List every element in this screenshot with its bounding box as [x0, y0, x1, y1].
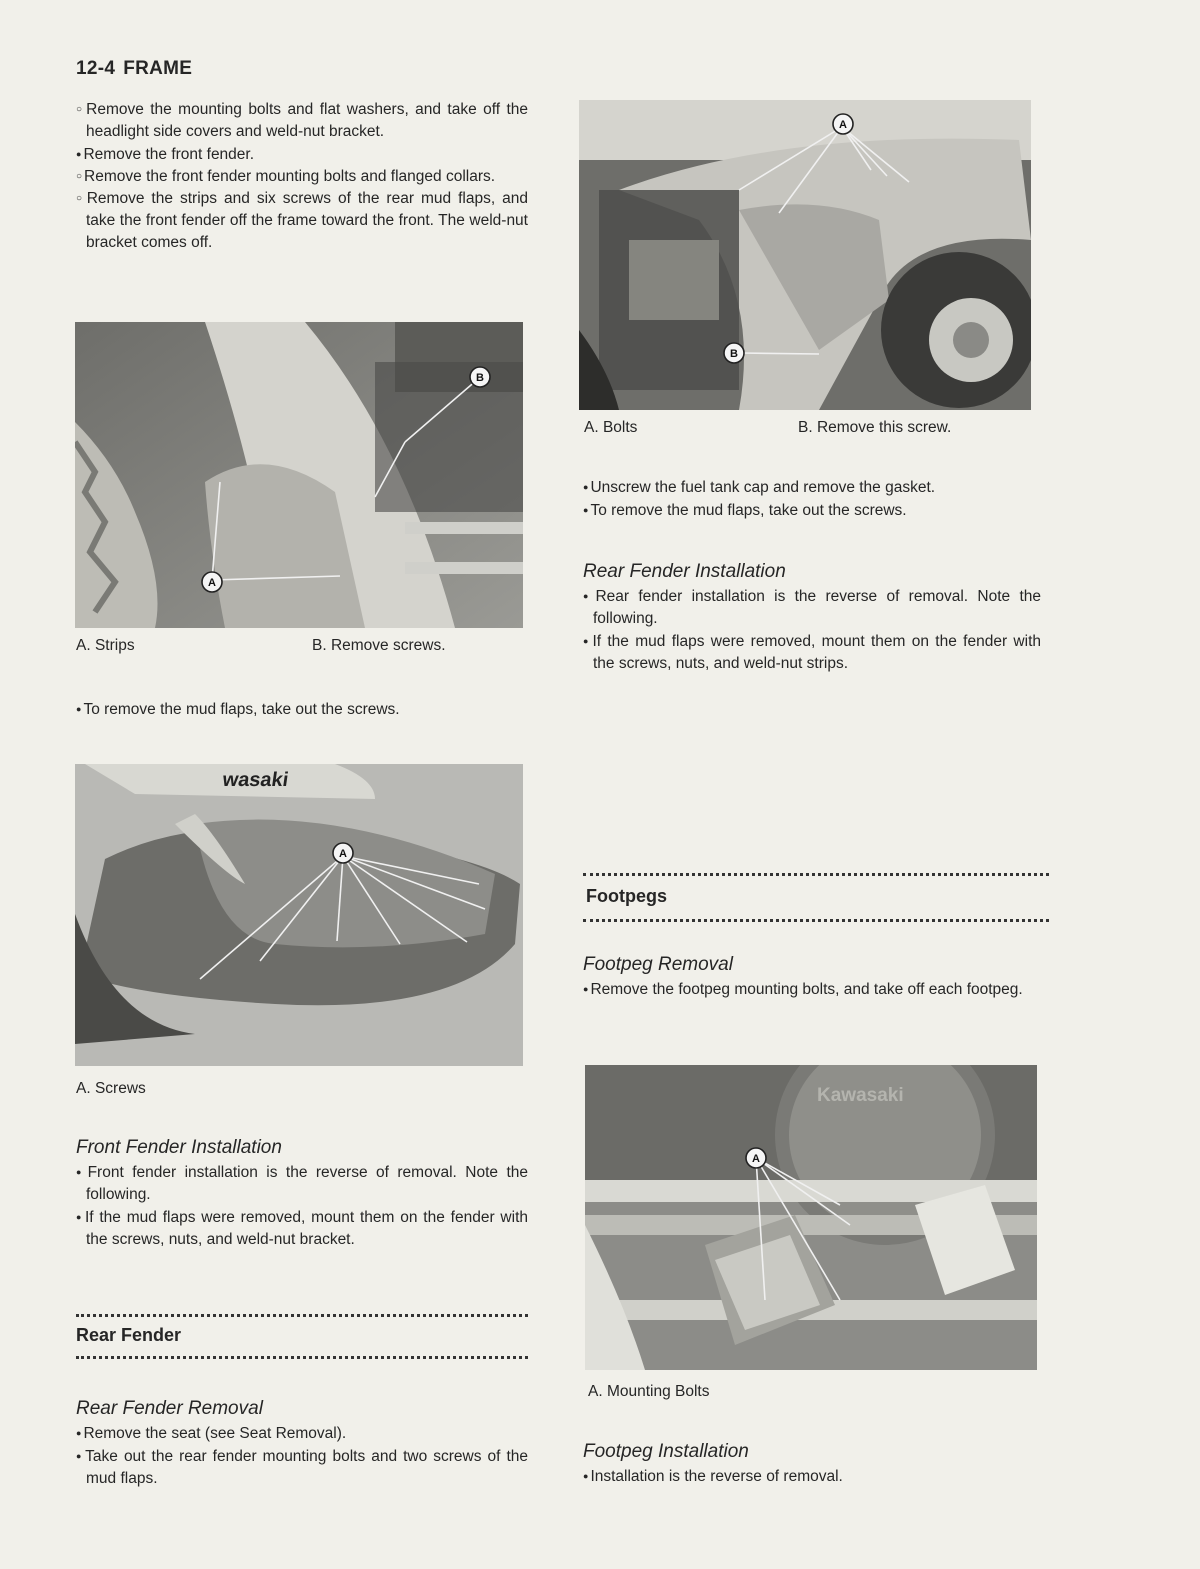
- page-header: [76, 58, 192, 80]
- bullet-text: ● To remove the mud flaps, take out the screws.: [76, 698, 528, 721]
- page-number: 12-4: [76, 58, 116, 79]
- bullet-text: ● To remove the mud flaps, take out the screws.: [583, 499, 1041, 522]
- caption-a: A. Bolts: [584, 419, 638, 436]
- fender-brand-text: wasaki: [221, 769, 290, 791]
- photo-front-fender-strips: [75, 322, 523, 628]
- caption-a: A. Mounting Bolts: [588, 1383, 710, 1400]
- dotted-rule: [583, 873, 1049, 876]
- section-heading: Rear Fender: [76, 1325, 182, 1345]
- caption-a: A. Screws: [76, 1080, 146, 1097]
- photo-rear-fender-bolts: [579, 100, 1031, 410]
- footpeg-installation: [583, 1441, 1041, 1488]
- subsection-heading: Footpeg Installation: [583, 1441, 749, 1462]
- intro-steps: [76, 99, 528, 254]
- bullet-text: ● Remove the footpeg mounting bolts, and take off each footpeg.: [583, 978, 1041, 1001]
- callout-a-text: A: [752, 1153, 760, 1165]
- photo-front-fender-screws: [75, 764, 523, 1066]
- rear-fender-removal: [76, 1398, 528, 1490]
- section-heading: Footpegs: [586, 886, 667, 906]
- dotted-rule: [76, 1314, 528, 1317]
- caption-a: A. Strips: [76, 637, 135, 654]
- bullet-text: ● Front fender installation is the reverse of removal. Note the following.: [76, 1161, 528, 1206]
- bullet-text: ● Remove the seat (see Seat Removal).: [76, 1422, 528, 1445]
- caption-b: B. Remove this screw.: [798, 419, 952, 436]
- bullet-text: ● Take out the rear fender mounting bolts and two screws of the mud flaps.: [76, 1445, 528, 1490]
- step-text: ○ Remove the strips and six screws of the rear mud flaps, and take the front fender off the frame toward the front. The weld-nut bracket comes off.: [76, 188, 528, 254]
- dotted-rule: [76, 1356, 528, 1359]
- callout-a-text: A: [839, 119, 847, 131]
- callout-a-text: A: [339, 848, 347, 860]
- front-fender-installation: [76, 1137, 528, 1251]
- chapter-title: FRAME: [123, 58, 193, 79]
- subsection-heading: Footpeg Removal: [583, 954, 733, 975]
- bullet-text: ● Installation is the reverse of removal.: [583, 1465, 1041, 1488]
- mudflap-note-block: [76, 698, 528, 721]
- step-text: ○ Remove the front fender mounting bolts and flanged collars.: [76, 166, 528, 188]
- subsection-heading: Front Fender Installation: [76, 1137, 282, 1158]
- rear-fender-installation: [583, 561, 1041, 675]
- step-text: ○ Remove the mounting bolts and flat washers, and take off the headlight side covers and weld-nut bracket.: [76, 99, 528, 143]
- dotted-rule: [583, 919, 1049, 922]
- bullet-text: ● If the mud flaps were removed, mount them on the fender with the screws, nuts, and weld-nut strips.: [583, 630, 1041, 675]
- engine-brand-text: Kawasaki: [817, 1085, 904, 1106]
- subsection-heading: Rear Fender Installation: [583, 561, 786, 582]
- caption-b: B. Remove screws.: [312, 637, 446, 654]
- callout-b-text: B: [476, 372, 484, 384]
- subsection-heading: Rear Fender Removal: [76, 1398, 263, 1419]
- photo-footpeg-bolts: [585, 1065, 1037, 1370]
- callout-a-text: A: [208, 577, 216, 589]
- rear-fender-section: [76, 1314, 528, 1359]
- bullet-text: ● Unscrew the fuel tank cap and remove the gasket.: [583, 476, 1041, 499]
- bullet-text: ● If the mud flaps were removed, mount them on the fender with the screws, nuts, and weld-nut bracket.: [76, 1206, 528, 1251]
- footpeg-removal: [583, 954, 1041, 1001]
- fuel-tank-notes: [583, 476, 1041, 522]
- bullet-text: ● Remove the front fender.: [76, 143, 528, 166]
- footpegs-section: [583, 873, 1049, 922]
- bullet-text: ● Rear fender installation is the reverse of removal. Note the following.: [583, 585, 1041, 630]
- callout-b-text: B: [730, 348, 738, 360]
